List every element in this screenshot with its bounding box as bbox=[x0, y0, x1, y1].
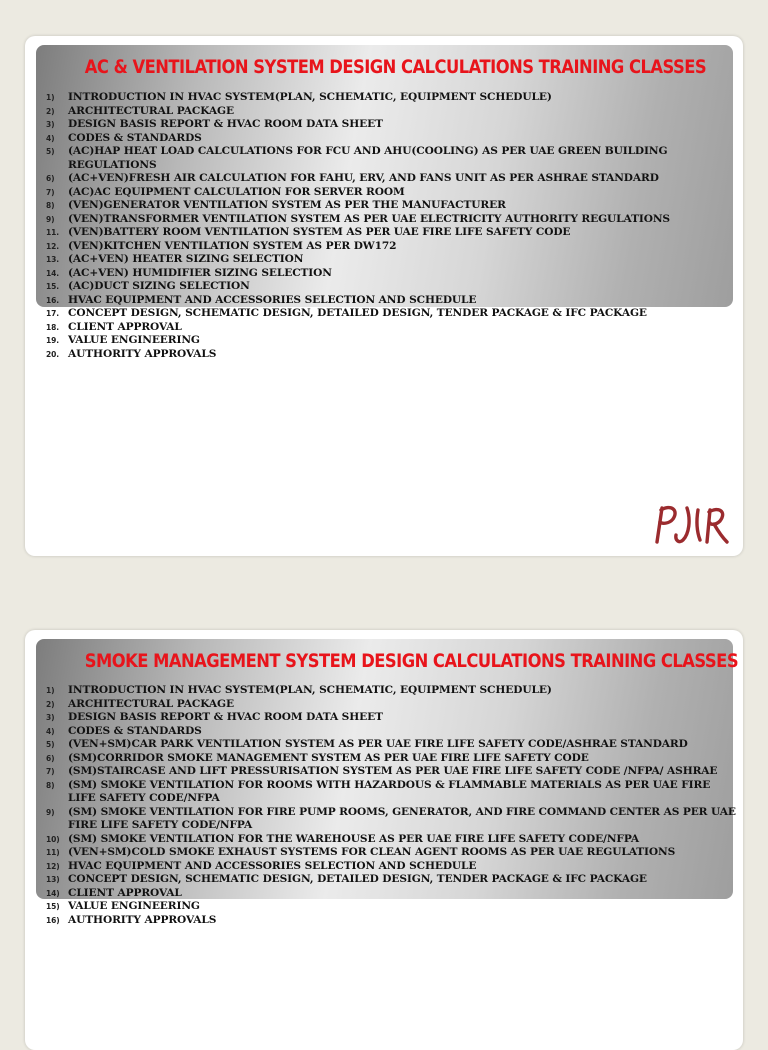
list-item bbox=[46, 873, 737, 887]
list-item bbox=[46, 833, 737, 847]
slide-title: AC & VENTILATION SYSTEM DESIGN CALCULATIONS TRAINING CLASSES bbox=[84, 56, 707, 78]
list-item bbox=[46, 846, 737, 860]
list-item bbox=[46, 914, 737, 928]
item-text: CODES & STANDARDS bbox=[68, 724, 202, 737]
item-text: (VEN)TRANSFORMER VENTILATION SYSTEM AS PER UAE ELECTRICITY AUTHORITY REGULATIONS bbox=[68, 212, 670, 225]
item-number: 11. bbox=[46, 228, 59, 237]
slide-ac-ventilation bbox=[25, 36, 743, 556]
item-text: CONCEPT DESIGN, SCHEMATIC DESIGN, DETAILED DESIGN, TENDER PACKAGE & IFC PACKAGE bbox=[68, 873, 647, 885]
item-text: AUTHORITY APPROVALS bbox=[68, 347, 217, 360]
item-text: HVAC EQUIPMENT AND ACCESSORIES SELECTION AND SCHEDULE bbox=[68, 293, 477, 306]
item-number: 3) bbox=[46, 713, 55, 722]
item-number: 15. bbox=[46, 282, 59, 291]
item-number: 8) bbox=[46, 780, 55, 790]
item-number: 4) bbox=[46, 726, 55, 736]
list-item bbox=[46, 725, 737, 739]
item-text: (SM) SMOKE VENTILATION FOR THE WAREHOUSE AS PER UAE FIRE LIFE SAFETY CODE/NFPA bbox=[68, 832, 640, 845]
item-text: VALUE ENGINEERING bbox=[68, 334, 200, 346]
item-number: 10) bbox=[46, 834, 60, 844]
list-item bbox=[46, 738, 737, 752]
list-item bbox=[46, 267, 737, 281]
item-number: 13. bbox=[46, 255, 59, 264]
item-text: (VEN)KITCHEN VENTILATION SYSTEM AS PER DW172 bbox=[68, 239, 397, 252]
item-number: 9) bbox=[46, 214, 55, 224]
slide-title: SMOKE MANAGEMENT SYSTEM DESIGN CALCULATIONS TRAINING CLASSES bbox=[84, 650, 739, 672]
item-number: 19. bbox=[46, 336, 59, 345]
item-text: (AC+VEN) HUMIDIFIER SIZING SELECTION bbox=[68, 266, 332, 279]
item-number: 13) bbox=[46, 875, 60, 884]
item-number: 5) bbox=[46, 147, 55, 156]
item-number: 5) bbox=[46, 740, 55, 749]
list-item bbox=[46, 321, 737, 335]
list-item bbox=[46, 765, 737, 779]
item-text: DESIGN BASIS REPORT & HVAC ROOM DATA SHEET bbox=[68, 118, 383, 130]
item-number: 8) bbox=[46, 201, 55, 210]
list-item bbox=[46, 900, 737, 914]
pjr-signature-logo bbox=[651, 500, 731, 546]
item-number: 14. bbox=[46, 268, 59, 278]
item-number: 7) bbox=[46, 187, 55, 197]
item-text: (SM)CORRIDOR SMOKE MANAGEMENT SYSTEM AS PER UAE FIRE LIFE SAFETY CODE bbox=[68, 751, 589, 764]
list-item bbox=[46, 334, 737, 348]
item-text: (VEN+SM)COLD SMOKE EXHAUST SYSTEMS FOR CLEAN AGENT ROOMS AS PER UAE REGULATIONS bbox=[68, 846, 676, 858]
item-number: 2) bbox=[46, 106, 55, 116]
list-item bbox=[46, 132, 737, 146]
item-number: 12) bbox=[46, 861, 60, 871]
item-text: (AC)DUCT SIZING SELECTION bbox=[68, 280, 250, 292]
list-item bbox=[46, 213, 737, 227]
item-number: 3) bbox=[46, 120, 55, 129]
list-item bbox=[46, 105, 737, 119]
item-text: AUTHORITY APPROVALS bbox=[68, 913, 217, 926]
item-text: (SM) SMOKE VENTILATION FOR ROOMS WITH HAZARDOUS & FLAMMABLE MATERIALS AS PER UAE FIRE LIFE SAFETY CODE/NFPA bbox=[68, 778, 711, 804]
item-text: VALUE ENGINEERING bbox=[68, 900, 200, 912]
item-text: (AC)HAP HEAT LOAD CALCULATIONS FOR FCU AND AHU(COOLING) AS PER UAE GREEN BUILDING REGULATIONS bbox=[68, 145, 668, 171]
list-item bbox=[46, 226, 737, 240]
item-number: 12. bbox=[46, 241, 59, 251]
item-number: 16) bbox=[46, 915, 60, 925]
list-item bbox=[46, 253, 737, 267]
list-item bbox=[46, 280, 737, 294]
item-text: (AC)AC EQUIPMENT CALCULATION FOR SERVER ROOM bbox=[68, 185, 405, 198]
list-item bbox=[46, 172, 737, 186]
list-item bbox=[46, 698, 737, 712]
list-item bbox=[46, 779, 737, 806]
item-text: (AC+VEN)FRESH AIR CALCULATION FOR FAHU, ERV, AND FANS UNIT AS PER ASHRAE STANDARD bbox=[68, 172, 659, 184]
item-number: 6) bbox=[46, 174, 55, 183]
list-item bbox=[46, 806, 737, 833]
item-number: 6) bbox=[46, 753, 55, 763]
item-text: (AC+VEN) HEATER SIZING SELECTION bbox=[68, 253, 304, 265]
list-item bbox=[46, 684, 737, 698]
list-item bbox=[46, 118, 737, 132]
item-text: (VEN)GENERATOR VENTILATION SYSTEM AS PER THE MANUFACTURER bbox=[68, 199, 506, 211]
item-number: 4) bbox=[46, 133, 55, 143]
item-text: CLIENT APPROVAL bbox=[68, 886, 182, 899]
list-item bbox=[46, 186, 737, 200]
list-item bbox=[46, 307, 737, 321]
item-text: ARCHITECTURAL PACKAGE bbox=[68, 104, 234, 117]
item-text: INTRODUCTION IN HVAC SYSTEM(PLAN, SCHEMATIC, EQUIPMENT SCHEDULE) bbox=[68, 684, 552, 696]
item-number: 18. bbox=[46, 322, 59, 332]
item-number: 14) bbox=[46, 888, 60, 898]
item-text: HVAC EQUIPMENT AND ACCESSORIES SELECTION AND SCHEDULE bbox=[68, 859, 477, 872]
course-topic-list bbox=[46, 91, 737, 361]
item-text: (SM) SMOKE VENTILATION FOR FIRE PUMP ROOMS, GENERATOR, AND FIRE COMMAND CENTER AS PER UAE FIRE LIFE SAFETY CODE/NFPA bbox=[68, 805, 736, 831]
list-item bbox=[46, 91, 737, 105]
list-item bbox=[46, 199, 737, 213]
course-topic-list bbox=[46, 684, 737, 927]
item-text: CLIENT APPROVAL bbox=[68, 320, 182, 333]
list-item bbox=[46, 887, 737, 901]
list-item bbox=[46, 348, 737, 362]
item-number: 9) bbox=[46, 807, 55, 817]
item-number: 7) bbox=[46, 767, 55, 776]
list-item bbox=[46, 294, 737, 308]
item-text: (VEN+SM)CAR PARK VENTILATION SYSTEM AS PER UAE FIRE LIFE SAFETY CODE/ASHRAE STANDARD bbox=[68, 738, 688, 750]
item-number: 11) bbox=[46, 848, 60, 857]
item-number: 1) bbox=[46, 686, 55, 695]
item-number: 1) bbox=[46, 93, 55, 102]
item-number: 2) bbox=[46, 699, 55, 709]
item-text: (SM)STAIRCASE AND LIFT PRESSURISATION SYSTEM AS PER UAE FIRE LIFE SAFETY CODE /NFPA/ ASHRAE bbox=[68, 765, 718, 777]
list-item bbox=[46, 860, 737, 874]
item-number: 15) bbox=[46, 902, 60, 911]
list-item bbox=[46, 145, 737, 172]
item-text: CODES & STANDARDS bbox=[68, 131, 202, 144]
item-text: ARCHITECTURAL PACKAGE bbox=[68, 697, 234, 710]
item-number: 20. bbox=[46, 349, 59, 359]
list-item bbox=[46, 711, 737, 725]
item-text: CONCEPT DESIGN, SCHEMATIC DESIGN, DETAILED DESIGN, TENDER PACKAGE & IFC PACKAGE bbox=[68, 307, 647, 319]
item-text: (VEN)BATTERY ROOM VENTILATION SYSTEM AS PER UAE FIRE LIFE SAFETY CODE bbox=[68, 226, 571, 238]
list-item bbox=[46, 752, 737, 766]
item-text: DESIGN BASIS REPORT & HVAC ROOM DATA SHEET bbox=[68, 711, 383, 723]
item-text: INTRODUCTION IN HVAC SYSTEM(PLAN, SCHEMATIC, EQUIPMENT SCHEDULE) bbox=[68, 91, 552, 103]
slide-smoke-management bbox=[25, 630, 743, 1050]
item-number: 17. bbox=[46, 309, 59, 318]
item-number: 16. bbox=[46, 295, 59, 305]
list-item bbox=[46, 240, 737, 254]
